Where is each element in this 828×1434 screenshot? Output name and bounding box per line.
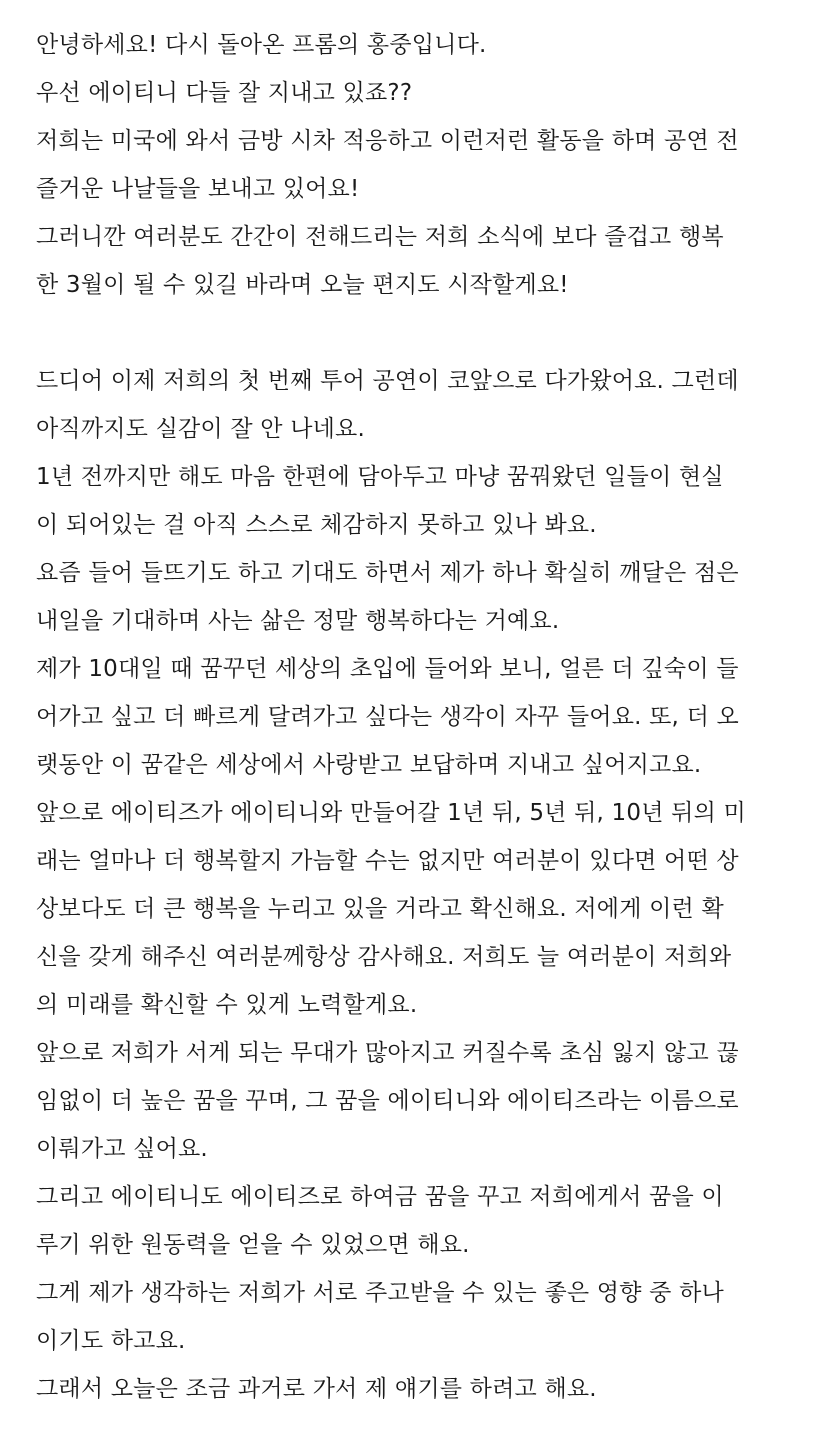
letter-line: 루기 위한 원동력을 얻을 수 있었으면 해요. [36, 1232, 470, 1258]
letter-line: 랫동안 이 꿈같은 세상에서 사랑받고 보답하며 지내고 싶어지고요. [36, 752, 702, 778]
letter-line: 안녕하세요! 다시 돌아온 프롬의 홍중입니다. [36, 32, 487, 58]
letter-line: 이 되어있는 걸 아직 스스로 체감하지 못하고 있나 봐요. [36, 512, 597, 538]
letter-line: 즐거운 나날들을 보내고 있어요! [36, 176, 360, 202]
letter-line: 우선 에이티니 다들 잘 지내고 있죠?? [36, 80, 413, 106]
letter-line: 래는 얼마나 더 행복할지 가늠할 수는 없지만 여러분이 있다면 어떤 상 [36, 848, 739, 874]
letter-line: 한 3월이 될 수 있길 바라며 오늘 편지도 시작할게요! [36, 272, 569, 298]
letter-line: 이뤄가고 싶어요. [36, 1136, 208, 1162]
letter-line: 요즘 들어 들뜨기도 하고 기대도 하면서 제가 하나 확실히 깨달은 점은 [36, 560, 739, 586]
letter-line: 이기도 하고요. [36, 1328, 186, 1354]
letter-line: 그래서 오늘은 조금 과거로 가서 제 얘기를 하려고 해요. [36, 1376, 597, 1402]
letter-line: 상보다도 더 큰 행복을 누리고 있을 거라고 확신해요. 저에게 이런 확 [36, 896, 724, 922]
letter-line: 신을 갖게 해주신 여러분께항상 감사해요. 저희도 늘 여러분이 저희와 [36, 944, 732, 970]
paragraph-gap [36, 309, 796, 357]
letter-line: 앞으로 저희가 서게 되는 무대가 많아지고 커질수록 초심 잃지 않고 끊 [36, 1040, 739, 1066]
letter-line: 아직까지도 실감이 잘 안 나네요. [36, 416, 365, 442]
letter-body [36, 21, 796, 1413]
letter-line: 내일을 기대하며 사는 삶은 정말 행복하다는 거예요. [36, 608, 560, 634]
letter-line: 어가고 싶고 더 빠르게 달려가고 싶다는 생각이 자꾸 들어요. 또, 더 오 [36, 704, 739, 730]
letter-line: 그게 제가 생각하는 저희가 서로 주고받을 수 있는 좋은 영향 중 하나 [36, 1280, 724, 1306]
letter-line: 1년 전까지만 해도 마음 한편에 담아두고 마냥 꿈꿔왔던 일들이 현실 [36, 464, 724, 490]
letter-line: 저희는 미국에 와서 금방 시차 적응하고 이런저런 활동을 하며 공연 전 [36, 128, 739, 154]
letter-line: 제가 10대일 때 꿈꾸던 세상의 초입에 들어와 보니, 얼른 더 깊숙이 들 [36, 656, 739, 682]
letter-line: 드디어 이제 저희의 첫 번째 투어 공연이 코앞으로 다가왔어요. 그런데 [36, 368, 739, 394]
letter-line: 그리고 에이티니도 에이티즈로 하여금 꿈을 꾸고 저희에게서 꿈을 이 [36, 1184, 724, 1210]
letter-line: 임없이 더 높은 꿈을 꾸며, 그 꿈을 에이티니와 에이티즈라는 이름으로 [36, 1088, 739, 1114]
letter-line: 그러니깐 여러분도 간간이 전해드리는 저희 소식에 보다 즐겁고 행복 [36, 224, 724, 250]
letter-line: 앞으로 에이티즈가 에이티니와 만들어갈 1년 뒤, 5년 뒤, 10년 뒤의 미 [36, 800, 746, 826]
letter-line: 의 미래를 확신할 수 있게 노력할게요. [36, 992, 418, 1018]
